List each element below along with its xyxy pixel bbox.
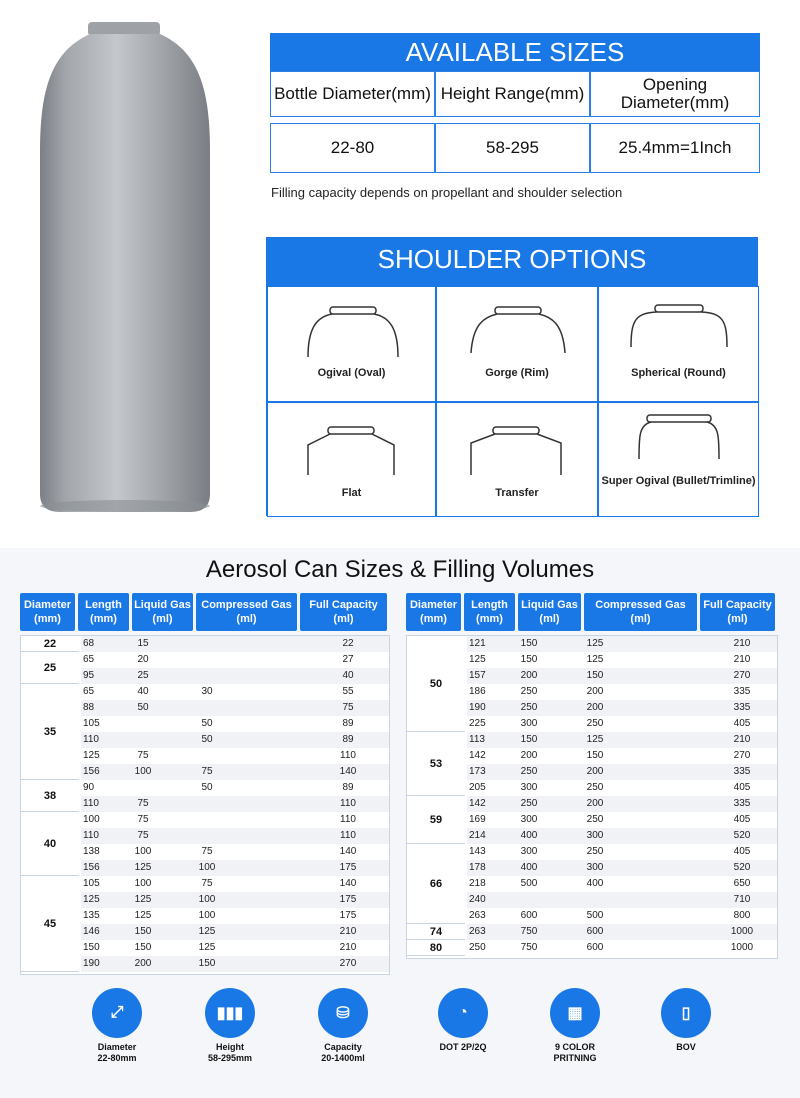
table-cell: 600 [586,926,604,937]
table-cell: 50 [201,782,213,793]
volumes-table-right [406,593,778,973]
table-cell: 125 [83,750,100,761]
table-cell: 100 [198,894,216,905]
table-cell: 90 [83,782,95,793]
table-cell: 121 [469,638,486,649]
table-cell: 200 [586,798,604,809]
table-cell: 146 [83,926,100,937]
table-row [81,844,389,860]
table-row [467,652,777,668]
table-cell: 20 [137,654,149,665]
table-row [467,940,777,956]
table-row [467,892,777,908]
table-row [467,684,777,700]
table-row [81,828,389,844]
transfer-label: Transfer [495,487,539,499]
table-cell: 150 [134,942,152,953]
table-cell: 250 [586,846,604,857]
table-row [467,748,777,764]
diameter-group-label: 59 [407,796,465,844]
feature-bov [641,988,731,1053]
volumes-header-1: Length (mm) [78,593,129,631]
table-cell: 30 [201,686,213,697]
table-row [81,652,389,668]
table-cell: 110 [83,734,99,745]
volumes-header-3: Compressed Gas (ml) [196,593,297,631]
table-row [467,668,777,684]
table-cell: 200 [586,686,604,697]
table-cell: 150 [198,958,216,969]
volumes-header-0: Diameter (mm) [406,593,461,631]
table-cell: 300 [520,782,538,793]
diameter-group-label: 40 [21,812,79,876]
height-range-value: 58-295 [435,123,590,173]
diameter-group-label: 45 [21,876,79,972]
table-cell: 200 [134,958,152,969]
table-cell: 400 [520,862,538,873]
table-cell: 750 [520,926,538,937]
spherical-label: Spherical (Round) [631,367,726,379]
table-row [81,924,389,940]
table-cell: 143 [469,846,486,857]
table-cell: 250 [586,718,604,729]
table-cell: 520 [733,862,751,873]
table-cell: 75 [137,814,149,825]
feature-caption: Capacity 20-1400ml [321,1042,365,1063]
super-ogival-label: Super Ogival (Bullet/Trimline) [601,475,756,487]
gorge-shoulder-icon [437,287,599,403]
table-cell: 110 [83,830,99,841]
table-row [81,812,389,828]
table-cell: 263 [469,910,486,921]
table-row [467,828,777,844]
table-cell: 15 [137,638,149,649]
table-cell: 270 [733,670,751,681]
diameter-group-label: 80 [407,940,465,956]
table-cell: 125 [198,926,216,937]
feature-dot [418,988,508,1053]
shoulder-option-transfer [436,402,598,517]
table-row [467,636,777,652]
table-row [467,924,777,940]
table-cell: 650 [733,878,751,889]
feature-height [185,988,275,1064]
transfer-shoulder-icon [437,403,599,518]
table-row [81,940,389,956]
table-cell: 100 [134,846,152,857]
table-cell: 65 [83,686,95,697]
table-cell: 75 [201,878,213,889]
volumes-title: Aerosol Can Sizes & Filling Volumes [205,556,595,583]
table-cell: 218 [469,878,486,889]
color-printing-icon: ▦ [550,988,600,1038]
table-cell: 95 [83,670,95,681]
table-cell: 100 [134,878,152,889]
table-cell: 270 [733,750,751,761]
feature-caption: Height 58-295mm [207,1042,253,1063]
table-row [467,716,777,732]
diameter-group-label: 38 [21,780,79,812]
table-cell: 250 [520,686,538,697]
table-cell: 500 [520,878,538,889]
volumes-header-3: Compressed Gas (ml) [584,593,697,631]
table-row [81,668,389,684]
ogival-label: Ogival (Oval) [317,367,386,379]
dot-icon: ◔ [438,988,488,1038]
table-cell: 125 [134,910,152,921]
feature-caption: 9 COLOR PRITNING [553,1042,597,1063]
table-cell: 270 [339,958,357,969]
table-cell: 1000 [730,926,754,937]
volumes-table-body [406,635,778,959]
volumes-header-2: Liquid Gas (ml) [132,593,193,631]
table-cell: 50 [201,734,213,745]
table-cell: 125 [586,638,604,649]
spherical-shoulder-icon [599,287,760,403]
table-cell: 200 [520,670,538,681]
table-cell: 150 [520,734,538,745]
table-cell: 400 [520,830,538,841]
table-cell: 110 [340,798,356,809]
table-cell: 150 [586,750,604,761]
shoulder-option-super-ogival [598,402,759,517]
table-cell: 40 [342,670,354,681]
table-row [81,796,389,812]
table-cell: 105 [83,718,100,729]
table-cell: 175 [339,894,357,905]
flat-shoulder-icon [268,403,437,518]
table-cell: 190 [83,958,100,969]
diameter-group-label: 50 [407,636,465,732]
diameter-group-label: 74 [407,924,465,940]
capacity-icon: ⛁ [318,988,368,1038]
table-cell: 200 [586,766,604,777]
table-cell: 250 [520,798,538,809]
table-cell: 600 [520,910,538,921]
bottle-diameter-header: Bottle Diameter(mm) [270,71,435,117]
table-row [81,684,389,700]
shoulder-options-panel [266,237,758,516]
table-cell: 75 [201,846,213,857]
table-row [81,892,389,908]
table-cell: 300 [520,718,538,729]
diameter-group-label: 35 [21,684,79,780]
height-range-header: Height Range(mm) [435,71,590,117]
table-cell: 50 [137,702,149,713]
opening-diameter-header: Opening Diameter(mm) [590,71,760,117]
feature-capacity [298,988,388,1064]
height-icon: ▮▮▮ [205,988,255,1038]
table-cell: 150 [520,638,538,649]
table-cell: 125 [134,862,152,873]
ogival-shoulder-icon [268,287,437,403]
table-cell: 200 [586,702,604,713]
table-cell: 300 [520,814,538,825]
table-cell: 169 [469,814,486,825]
volumes-header-4: Full Capacity (ml) [700,593,775,631]
table-cell: 125 [134,894,152,905]
table-row [467,732,777,748]
table-cell: 150 [586,670,604,681]
table-cell: 600 [586,942,604,953]
table-row [81,716,389,732]
table-cell: 405 [733,814,751,825]
table-cell: 125 [469,654,486,665]
table-cell: 110 [340,814,356,825]
table-row [467,780,777,796]
table-cell: 22 [342,638,354,649]
table-cell: 113 [469,734,485,745]
table-cell: 250 [586,814,604,825]
table-cell: 210 [733,734,751,745]
table-cell: 190 [469,702,486,713]
table-cell: 100 [198,910,216,921]
table-cell: 300 [586,830,604,841]
table-cell: 142 [469,798,486,809]
table-cell: 125 [586,654,604,665]
flat-label: Flat [341,487,362,499]
table-row [467,844,777,860]
table-cell: 150 [83,942,100,953]
aluminum-can-image [30,22,220,522]
table-cell: 156 [83,862,100,873]
table-cell: 105 [83,878,100,889]
table-cell: 214 [469,830,486,841]
table-cell: 65 [83,654,95,665]
table-cell: 405 [733,782,751,793]
shoulder-option-spherical [598,286,759,402]
table-cell: 75 [201,766,213,777]
feature-caption: Diameter 22-80mm [97,1042,137,1063]
table-cell: 250 [520,766,538,777]
shoulder-option-gorge [436,286,598,402]
table-row [467,700,777,716]
table-cell: 175 [339,910,357,921]
table-cell: 500 [586,910,604,921]
table-cell: 75 [137,830,149,841]
table-cell: 89 [342,734,354,745]
table-cell: 186 [469,686,486,697]
table-cell: 125 [586,734,604,745]
table-cell: 88 [83,702,95,713]
table-row [81,732,389,748]
diameter-group-label: 25 [21,652,79,684]
filling-capacity-note: Filling capacity depends on propellant and shoulder selection [271,185,623,200]
table-cell: 156 [83,766,100,777]
diameter-group-label: 66 [407,844,465,924]
diameter-group-label: 53 [407,732,465,796]
table-row [467,796,777,812]
table-cell: 210 [733,638,751,649]
table-cell: 178 [469,862,486,873]
table-cell: 68 [83,638,95,649]
volumes-header-4: Full Capacity (ml) [300,593,387,631]
table-cell: 173 [469,766,486,777]
table-row [81,876,389,892]
table-cell: 89 [342,782,354,793]
feature-diameter [72,988,162,1064]
shoulder-option-ogival [267,286,436,402]
table-cell: 140 [339,846,357,857]
table-cell: 210 [339,926,357,937]
table-row [467,908,777,924]
opening-diameter-value: 25.4mm=1Inch [590,123,760,173]
table-cell: 335 [733,798,751,809]
table-cell: 200 [520,750,538,761]
table-cell: 520 [733,830,751,841]
table-cell: 27 [342,654,354,665]
table-cell: 157 [469,670,486,681]
table-cell: 40 [137,686,149,697]
diameter-group-label: 22 [21,636,79,652]
table-cell: 335 [733,686,751,697]
table-cell: 140 [339,878,357,889]
table-row [467,812,777,828]
diameter-icon: ⤢ [92,988,142,1038]
table-cell: 89 [342,718,354,729]
table-cell: 75 [137,750,149,761]
table-cell: 110 [83,798,99,809]
bov-icon: ▯ [661,988,711,1038]
table-cell: 750 [520,942,538,953]
table-cell: 75 [342,702,354,713]
table-row [81,748,389,764]
shoulder-options-title: SHOULDER OPTIONS [266,237,758,285]
table-cell: 225 [469,718,486,729]
table-row [81,908,389,924]
table-cell: 138 [83,846,100,857]
table-cell: 25 [137,670,149,681]
table-row [81,700,389,716]
table-cell: 125 [83,894,100,905]
volumes-header-1: Length (mm) [464,593,515,631]
table-cell: 1000 [730,942,754,953]
table-row [81,860,389,876]
table-cell: 135 [83,910,100,921]
volumes-header-0: Diameter (mm) [20,593,75,631]
feature-caption: DOT 2P/2Q [439,1042,487,1052]
volumes-header-2: Liquid Gas (ml) [518,593,581,631]
table-cell: 100 [134,766,152,777]
table-cell: 75 [137,798,149,809]
table-cell: 150 [134,926,152,937]
table-row [467,876,777,892]
table-cell: 175 [339,862,357,873]
table-cell: 100 [198,862,216,873]
shoulder-option-flat [267,402,436,517]
table-cell: 800 [733,910,751,921]
feature-caption: BOV [676,1042,696,1052]
table-cell: 110 [340,830,356,841]
table-cell: 142 [469,750,486,761]
table-cell: 55 [342,686,354,697]
table-cell: 335 [733,702,751,713]
bottle-diameter-value: 22-80 [270,123,435,173]
volumes-table-left [20,593,390,973]
table-cell: 250 [586,782,604,793]
table-cell: 335 [733,766,751,777]
table-row [81,636,389,652]
table-cell: 110 [340,750,356,761]
table-cell: 250 [469,942,486,953]
table-row [81,764,389,780]
table-row [81,780,389,796]
feature-color-printing [530,988,620,1064]
available-sizes-table [270,33,760,178]
table-cell: 100 [83,814,100,825]
table-cell: 400 [586,878,604,889]
table-cell: 405 [733,718,751,729]
table-cell: 710 [733,894,751,905]
available-sizes-title: AVAILABLE SIZES [270,33,760,71]
table-row [81,956,389,972]
super-ogival-shoulder-icon [599,403,760,518]
table-cell: 300 [520,846,538,857]
table-cell: 140 [339,766,357,777]
table-cell: 210 [733,654,751,665]
table-cell: 405 [733,846,751,857]
table-cell: 263 [469,926,486,937]
table-row [467,860,777,876]
table-cell: 210 [339,942,357,953]
volumes-table-body [20,635,390,975]
table-cell: 50 [201,718,213,729]
table-cell: 250 [520,702,538,713]
table-cell: 300 [586,862,604,873]
table-cell: 205 [469,782,486,793]
table-cell: 150 [520,654,538,665]
table-cell: 125 [198,942,216,953]
gorge-label: Gorge (Rim) [485,367,549,379]
table-cell: 240 [469,894,486,905]
table-row [467,764,777,780]
